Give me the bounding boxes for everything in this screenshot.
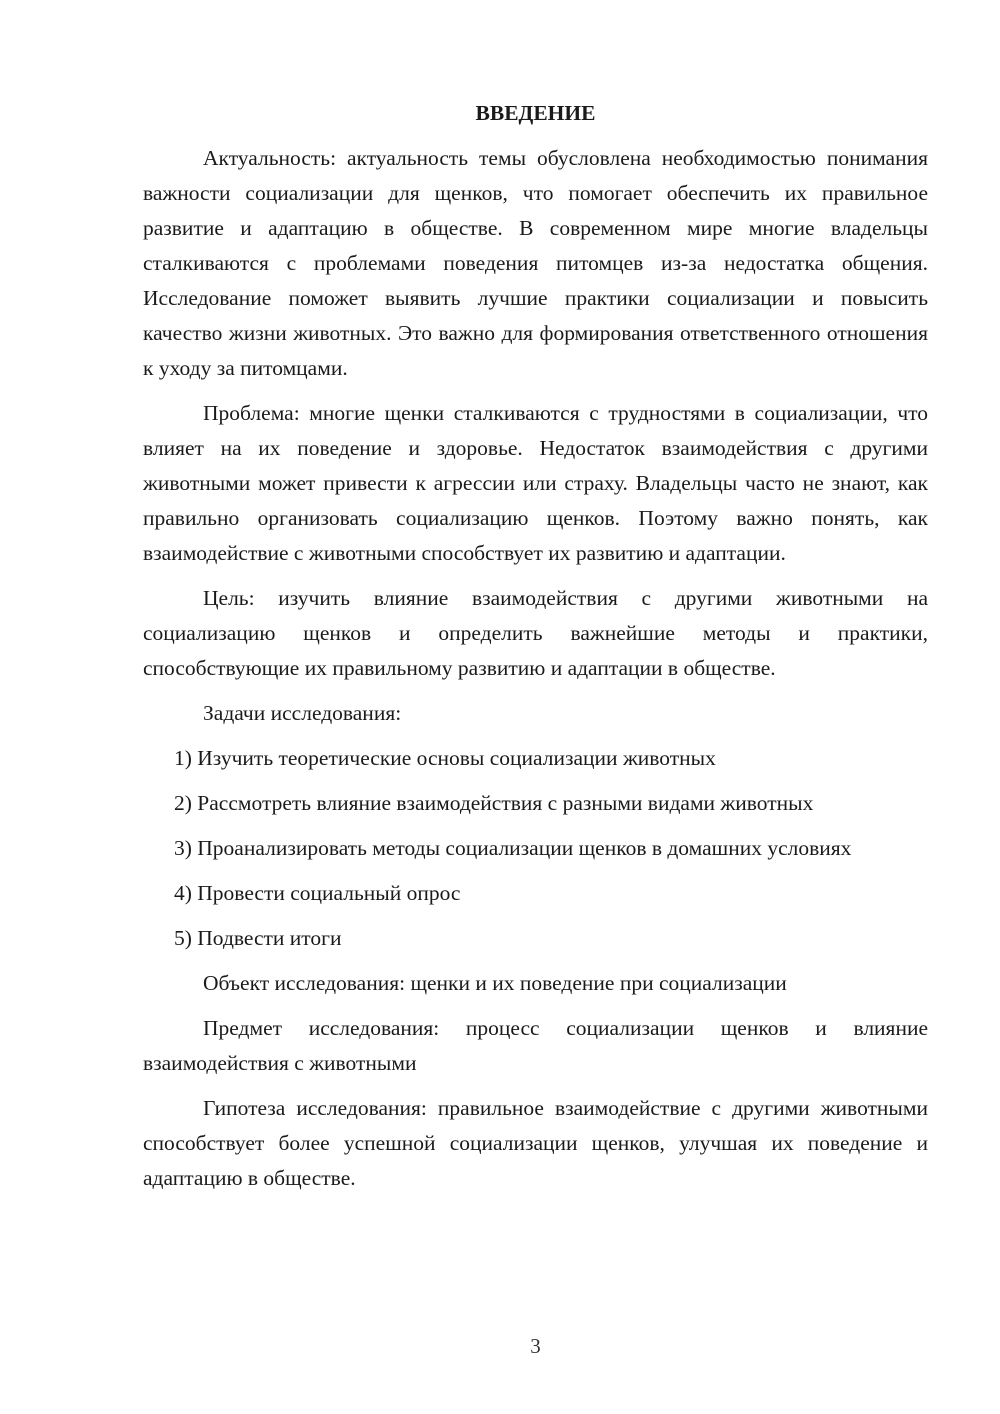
task-item-5: 5) Подвести итоги <box>174 926 342 950</box>
relevance-paragraph: Актуальность: актуальность темы обусловлена необходимостью понимания важности социализации для щенков, что помогает обеспечить их правильное развитие и адаптацию в обществе. В современном мире многие владельцы сталкиваются с проблемами поведения питомцев из-за недостатка общения. Исследование поможет выявить лучшие практики социализации и повысить качество жизни животных. Это важно для формирования ответственного отношения к уходу за питомцами. <box>143 146 928 380</box>
task-item-3: 3) Проанализировать методы социализации щенков в домашних условиях <box>174 836 852 860</box>
document-body <box>143 96 928 1206</box>
problem-paragraph: Проблема: многие щенки сталкиваются с трудностями в социализации, что влияет на их поведение и здоровье. Недостаток взаимодействия с другими животными может привести к агрессии или страху. Владельцы часто не знают, как правильно организовать социализацию щенков. Поэтому важно понять, как взаимодействие с животными способствует их развитию и адаптации. <box>143 401 928 565</box>
subject-paragraph: Предмет исследования: процесс социализации щенков и влияние взаимодействия с животными <box>143 1016 928 1075</box>
task-item-1: 1) Изучить теоретические основы социализации животных <box>174 746 716 770</box>
tasks-heading: Задачи исследования: <box>203 701 402 725</box>
hypothesis-paragraph: Гипотеза исследования: правильное взаимодействие с другими животными способствует более успешной социализации щенков, улучшая их поведение и адаптацию в обществе. <box>143 1096 928 1190</box>
object-paragraph: Объект исследования: щенки и их поведение при социализации <box>203 971 787 995</box>
task-item-2: 2) Рассмотреть влияние взаимодействия с разными видами животных <box>174 791 814 815</box>
section-title: ВВЕДЕНИЕ <box>475 101 596 125</box>
page-number: 3 <box>530 1334 541 1358</box>
goal-paragraph: Цель: изучить влияние взаимодействия с другими животными на социализацию щенков и определить важнейшие методы и практики, способствующие их правильному развитию и адаптации в обществе. <box>143 586 928 680</box>
task-item-4: 4) Провести социальный опрос <box>174 881 461 905</box>
